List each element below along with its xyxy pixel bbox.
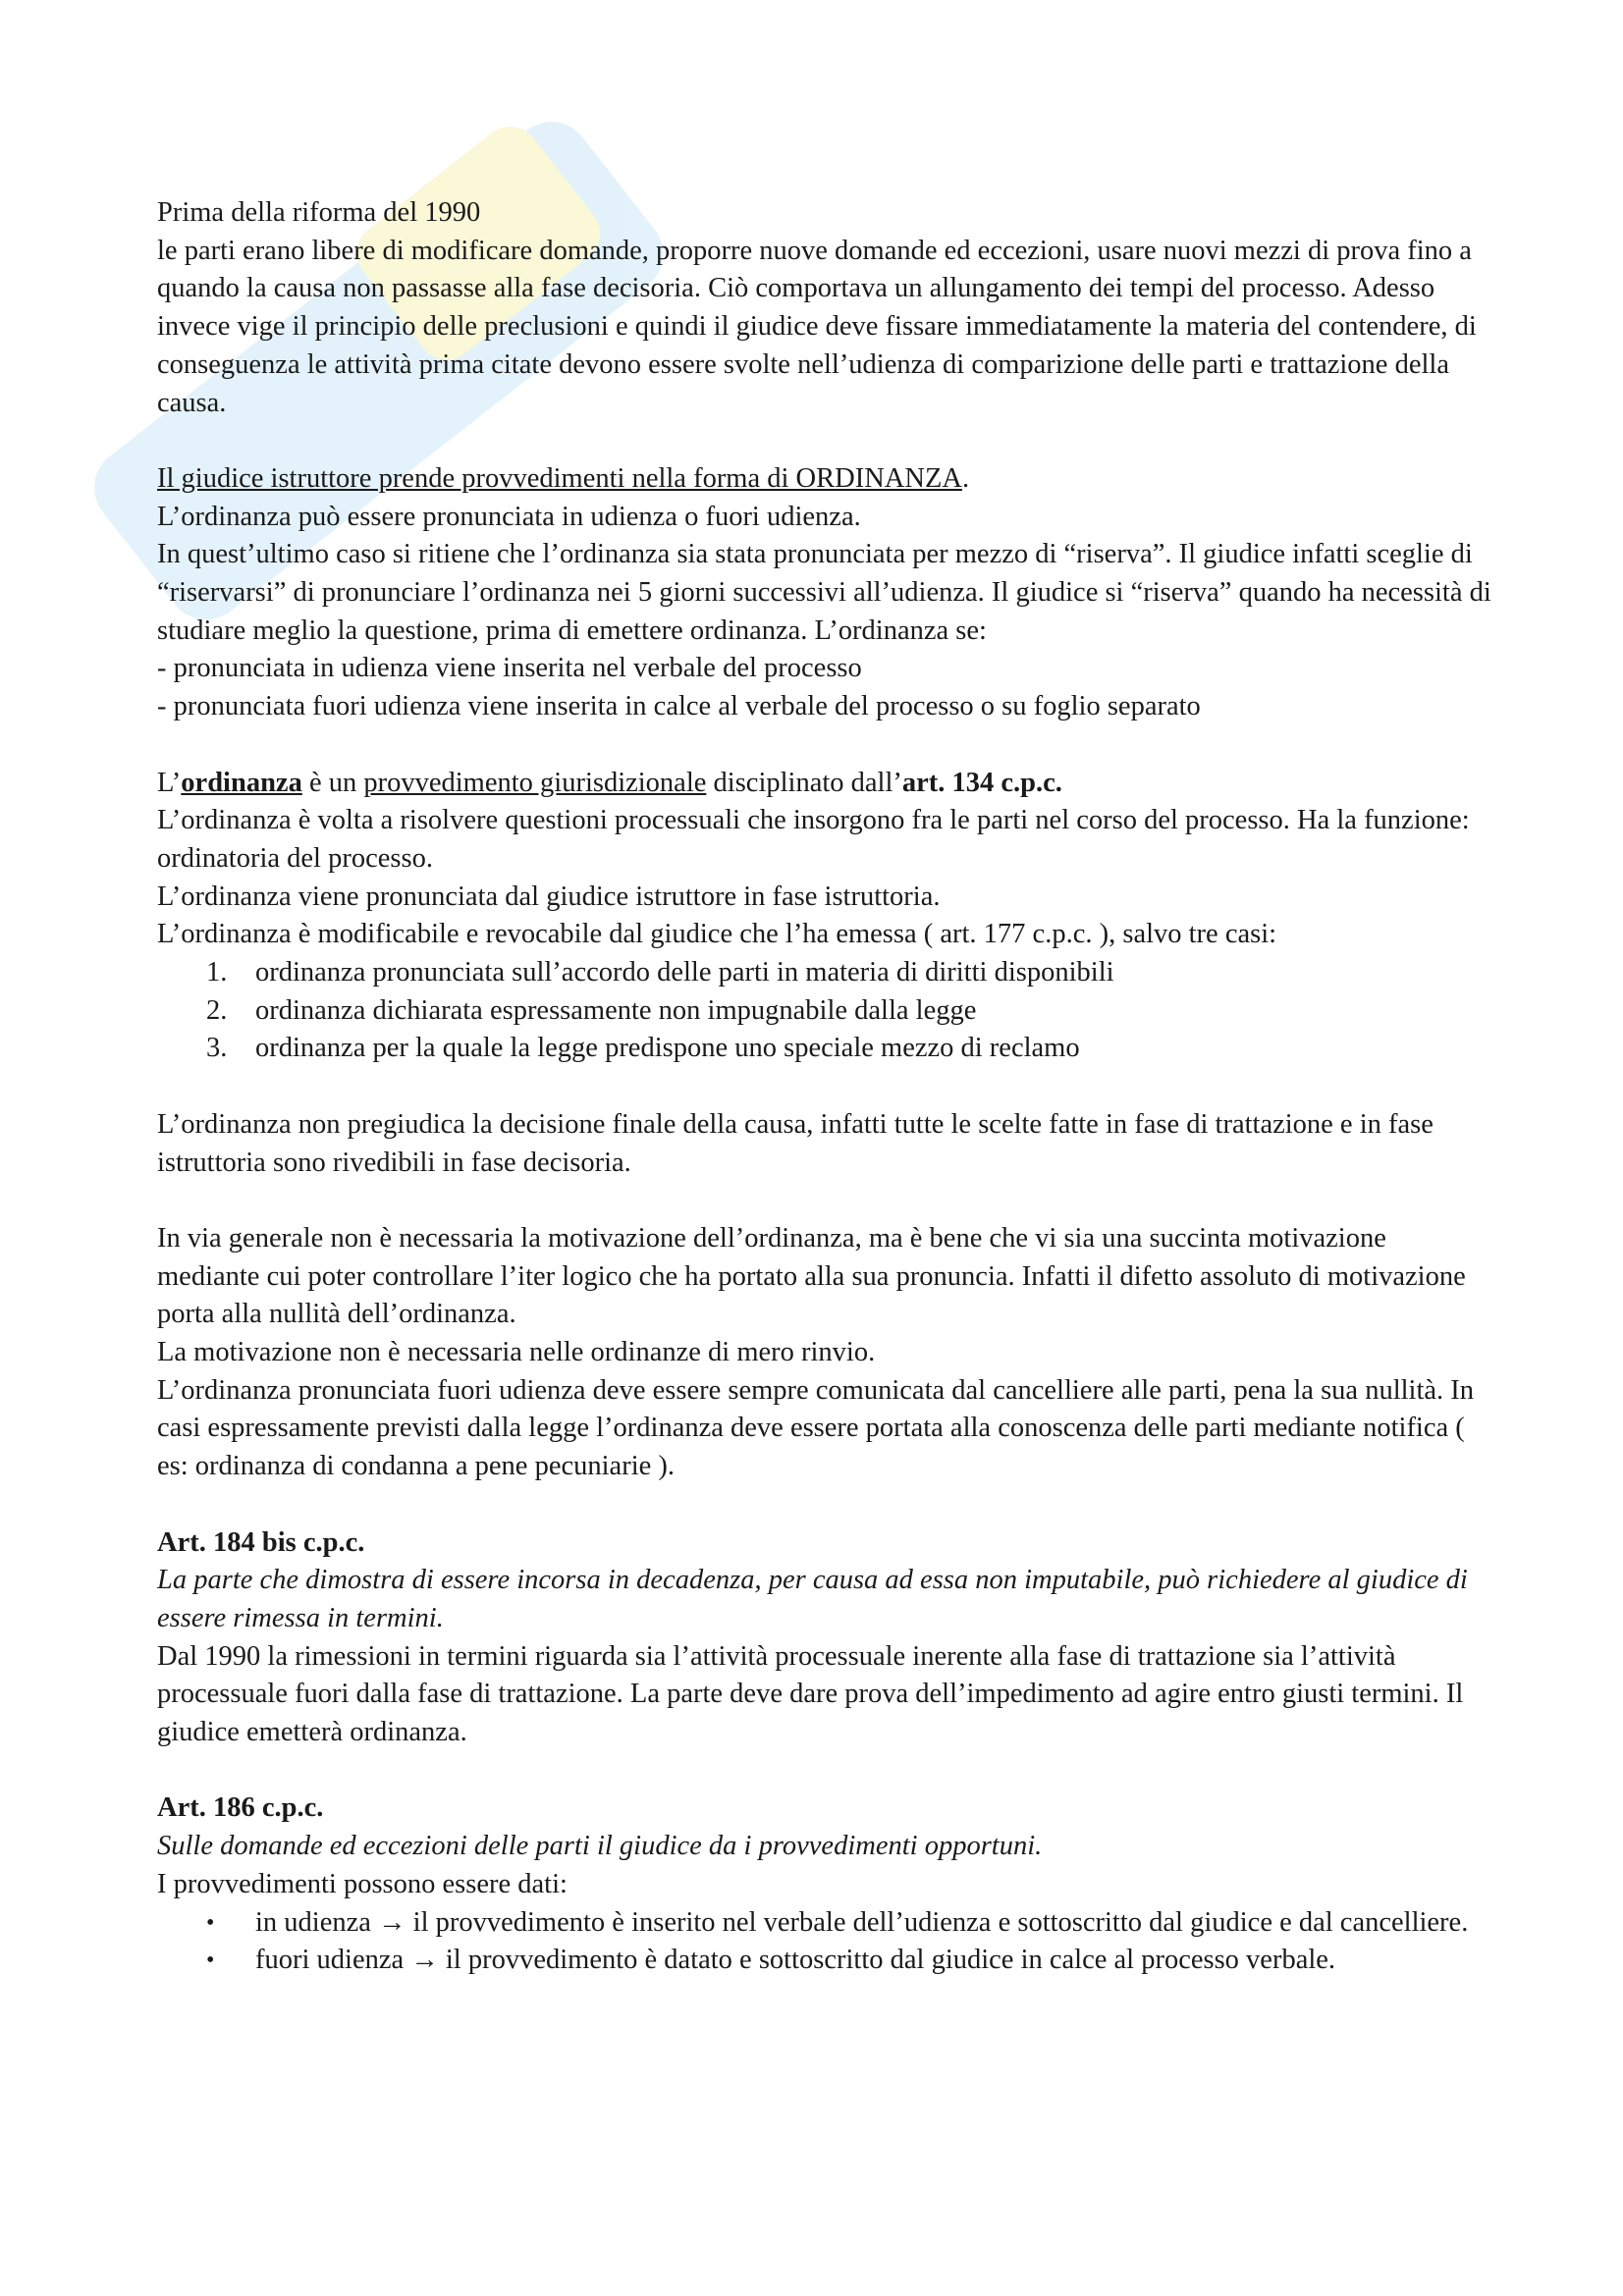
- paragraph: Dal 1990 la rimessioni in termini riguarda sia l’attività processuale inerente alla fase di trattazione sia l’attività processuale fuori dalla fase di trattazione. La parte deve dare prova dell’impedimento ad agire entro giusti termini. Il giudice emetterà ordinanza.: [157, 1640, 1464, 1748]
- list-item: 1. ordinanza pronunciata sull’accordo delle parti in materia di diritti disponibili: [206, 957, 1114, 988]
- document-page: [157, 194, 1492, 1980]
- article-title: Art. 186 c.p.c.: [157, 1792, 324, 1824]
- paragraph: L’ordinanza pronunciata fuori udienza deve essere sempre comunicata dal cancelliere alle parti, pena la sua nullità. In casi espressamente previsti dalla legge l’ordinanza deve essere portata alla conoscenza delle parti mediante notifica ( es: ordinanza di condanna a pene pecuniarie ).: [157, 1374, 1475, 1482]
- underlined-heading: Il giudice istruttore prende provvedimenti nella forma di ORDINANZA: [157, 462, 962, 494]
- numbered-list: [157, 954, 1492, 1068]
- term-provvedimento: provvedimento giurisdizionale: [363, 767, 707, 798]
- dash-item: - pronunciata in udienza viene inserita nel verbale del processo: [157, 653, 862, 684]
- paragraph: In via generale non è necessaria la motivazione dell’ordinanza, ma è bene che vi sia una succinta motivazione mediante cui poter controllare l’iter logico che ha portato alla sua pronuncia. Infatti il difetto assoluto di motivazione porta alla nullità dell’ordinanza.: [157, 1222, 1466, 1330]
- paragraph: I provvedimenti possono essere dati:: [157, 1868, 568, 1899]
- paragraph: L’ordinanza è volta a risolvere questioni processuali che insorgono fra le parti nel corso del processo. Ha la funzione: ordinatoria del processo.: [157, 805, 1470, 874]
- article-quote: La parte che dimostra di essere incorsa in decadenza, per causa ad essa non imputabile, può richiedere al giudice di essere rimessa in termini.: [157, 1565, 1468, 1633]
- paragraph: L’ordinanza è modificabile e revocabile dal giudice che l’ha emessa ( art. 177 c.p.c. ), salvo tre casi:: [157, 919, 1277, 950]
- article-ref: art. 134 c.p.c.: [901, 767, 1062, 798]
- article-quote: Sulle domande ed eccezioni delle parti il giudice da i provvedimenti opportuni.: [157, 1831, 1043, 1862]
- bullet-icon: •: [206, 1909, 215, 1936]
- paragraph: L’ordinanza può essere pronunciata in udienza o fuori udienza.: [157, 501, 861, 532]
- section-title: Prima della riforma del 1990: [157, 197, 481, 228]
- definition-line: L’ordinanza è un provvedimento giurisdizionale disciplinato dall’art. 134 c.p.c.: [157, 767, 1062, 798]
- paragraph: L’ordinanza viene pronunciata dal giudice istruttore in fase istruttoria.: [157, 881, 941, 912]
- section-heading: Il giudice istruttore prende provvedimenti nella forma di ORDINANZA.: [157, 462, 970, 494]
- article-title: Art. 184 bis c.p.c.: [157, 1526, 365, 1558]
- list-item: 3. ordinanza per la quale la legge predispone uno speciale mezzo di reclamo: [206, 1033, 1080, 1064]
- list-item: • fuori udienza → il provvedimento è datato e sottoscritto dal giudice in calce al processo verbale.: [157, 1942, 1492, 1980]
- paragraph: La motivazione non è necessaria nelle ordinanze di mero rinvio.: [157, 1337, 876, 1368]
- bullet-list: [157, 1904, 1492, 1980]
- paragraph: In quest’ultimo caso si ritiene che l’ordinanza sia stata pronunciata per mezzo di “riserva”. Il giudice infatti sceglie di “riservarsi” di pronunciare l’ordinanza nei 5 giorni successivi all’udienza. Il giudice si “riserva” quando ha necessità di studiare meglio la questione, prima di emettere ordinanza. L’ordinanza se:: [157, 539, 1491, 646]
- list-item: 2. ordinanza dichiarata espressamente non impugnabile dalla legge: [206, 994, 977, 1026]
- paragraph: le parti erano libere di modificare domande, proporre nuove domande ed eccezioni, usare nuovi mezzi di prova fino a quando la causa non passasse alla fase decisoria. Ciò comportava un allungamento dei tempi del processo. Adesso invece vige il principio delle preclusioni e quindi il giudice deve fissare immediatamente la materia del contendere, di conseguenza le attività prima citate devono essere svolte nell’udienza di comparizione delle parti e trattazione della causa.: [157, 235, 1477, 418]
- list-item: • in udienza → il provvedimento è inserito nel verbale dell’udienza e sottoscritto dal giudice e dal cancelliere.: [157, 1904, 1492, 1943]
- dash-item: - pronunciata fuori udienza viene inserita in calce al verbale del processo o su foglio separato: [157, 691, 1201, 722]
- paragraph: L’ordinanza non pregiudica la decisione finale della causa, infatti tutte le scelte fatte in fase di trattazione e in fase istruttoria sono rivedibili in fase decisoria.: [157, 1108, 1434, 1178]
- bullet-icon: •: [206, 1948, 215, 1974]
- term-ordinanza: ordinanza: [181, 767, 302, 798]
